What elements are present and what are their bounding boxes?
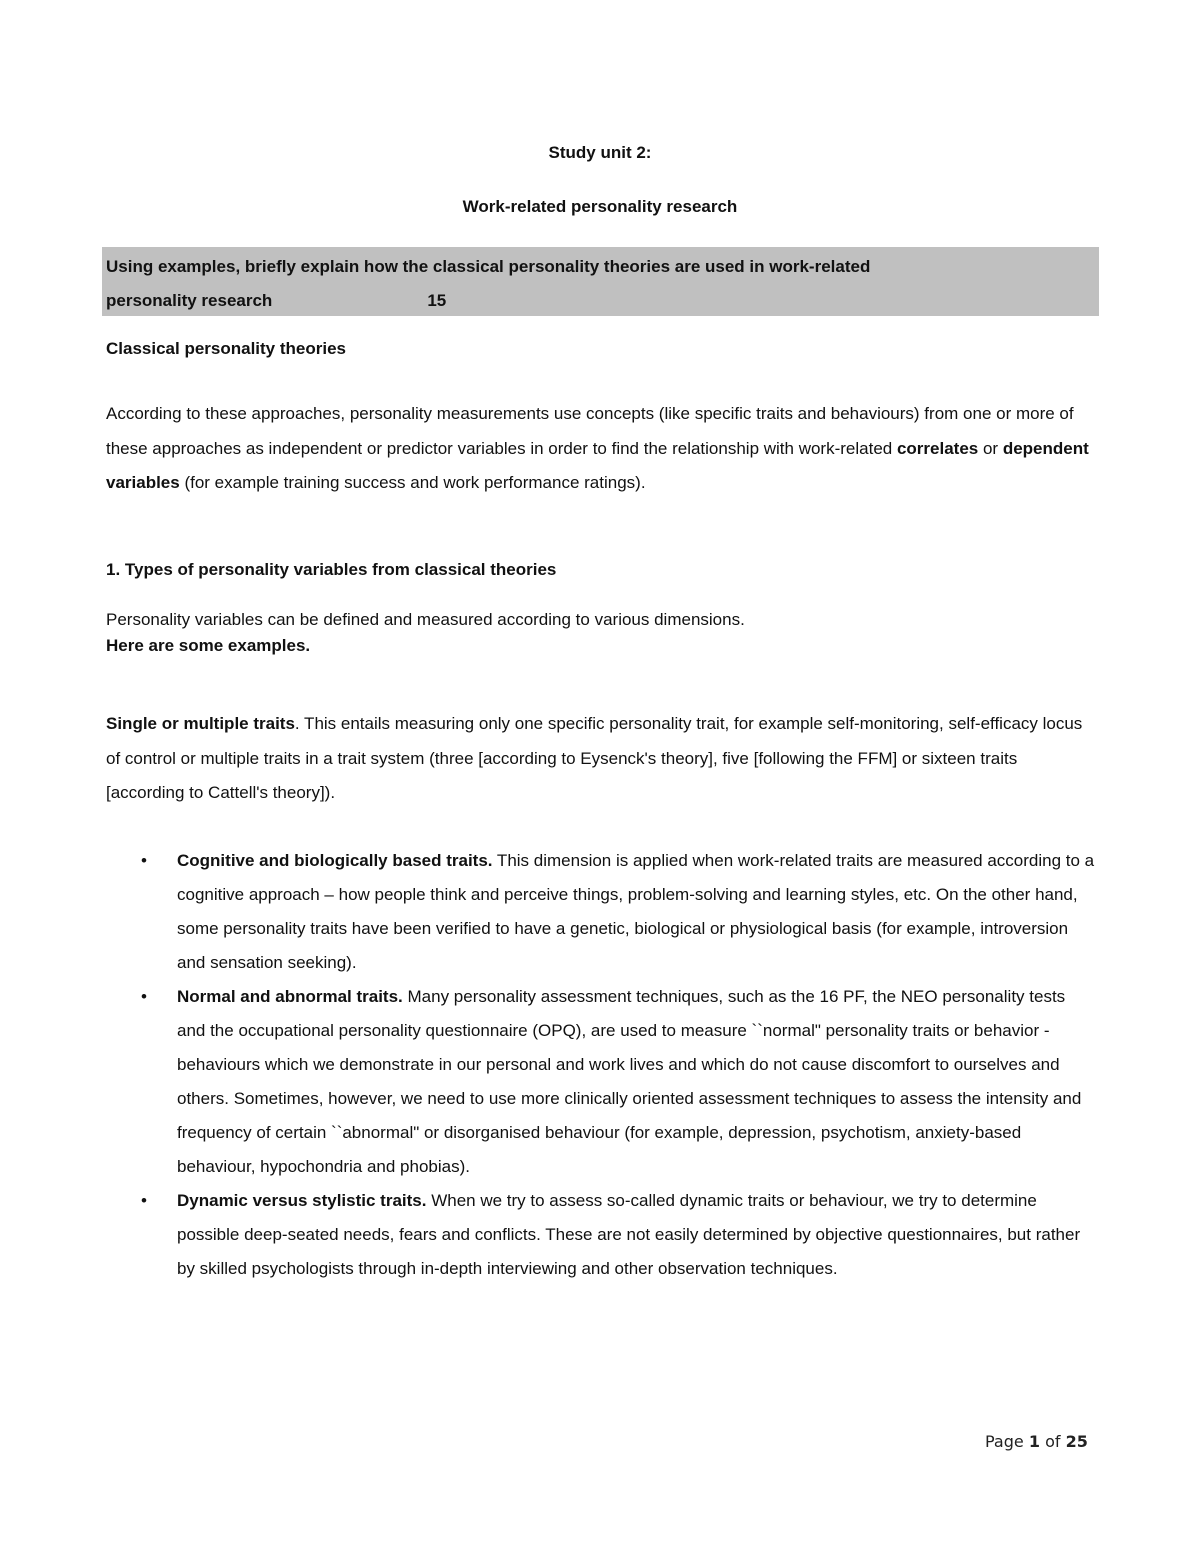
paragraph-variables — [106, 607, 1096, 659]
footer-current-page: 1 — [1028, 1432, 1040, 1451]
subtitle: Work-related personality research — [462, 197, 738, 216]
intro-text-2: or — [978, 438, 1003, 458]
question-box — [102, 247, 1099, 316]
bullet-bold: Dynamic versus stylistic traits. — [177, 1191, 427, 1210]
question-line-2 — [106, 284, 1095, 318]
footer-of-word: of — [1045, 1432, 1061, 1451]
variables-text: Personality variables can be defined and measured according to various dimensions. — [106, 610, 745, 629]
bullet-bold: Normal and abnormal traits. — [177, 987, 403, 1006]
bullet-icon: • — [141, 1191, 147, 1210]
list-item — [106, 1184, 1096, 1286]
bullet-text: Many personality assessment techniques, such as the 16 PF, the NEO personality tests and the occupational personality questionnaire (OPQ), are used to measure ``normal" personality traits or behavior - behaviours which we demonstrate in our personal and work lives and which do not cause discomfort to ourselves and others. Sometimes, however, we need to use more clinically oriented assessment techniques to assess the intensity and frequency of certain ``abnormal" or disorganised behaviour (for example, depression, psychotism, anxiety-based behaviour, hypochondria and phobias). — [177, 987, 1082, 1176]
heading-types-of-variables: 1. Types of personality variables from classical theories — [106, 560, 557, 579]
bullet-text: This dimension is applied when work-related traits are measured according to a cognitive approach – how people think and perceive things, problem-solving and learning styles, etc. On the other hand, some personality traits have been verified to have a genetic, biological or physiological basis (for example, introversion and sensation seeking). — [177, 851, 1095, 972]
question-line-2-text: personality research — [106, 291, 273, 310]
bullet-icon: • — [141, 987, 147, 1006]
page-footer — [985, 1432, 1088, 1451]
intro-text-3: (for example training success and work performance ratings). — [179, 473, 646, 492]
heading-classical-theories: Classical personality theories — [106, 339, 346, 358]
study-unit-title: Study unit 2: — [548, 143, 652, 162]
list-item — [106, 980, 1096, 1184]
intro-bold-dependent: dependent variables — [106, 438, 1089, 492]
question-line-1: Using examples, briefly explain how the classical personality theories are used in work-related — [106, 257, 871, 276]
intro-text-1: According to these approaches, personality measurements use concepts (like specific traits and behaviours) from one or more of these approaches as independent or predictor variables in order to find the relationship with work-related — [106, 404, 1074, 458]
question-marks: 15 — [427, 291, 447, 310]
bullet-text: When we try to assess so-called dynamic traits or behaviour, we try to determine possible deep-seated needs, fears and conflicts. These are not easily determined by objective questionnaires, but rather by skilled psychologists through in-depth interviewing and other observation techniques. — [177, 1191, 1081, 1278]
bullet-icon: • — [141, 851, 147, 870]
paragraph-intro — [106, 397, 1096, 501]
intro-bold-correlates: correlates — [896, 438, 979, 458]
bullet-bold: Cognitive and biologically based traits. — [177, 851, 493, 870]
bullet-list — [106, 844, 1096, 1286]
single-traits-text: . This entails measuring only one specific personality trait, for example self-monitoring, self-efficacy locus of control or multiple traits in a trait system (three [according to Eysenck's theory], five [following the FFM] or sixteen traits [according to Cattell's theory]). — [106, 714, 1083, 802]
footer-total-pages: 25 — [1065, 1432, 1088, 1451]
paragraph-single-traits — [106, 707, 1096, 811]
examples-label: Here are some examples. — [106, 636, 311, 655]
single-traits-bold: Single or multiple traits — [106, 714, 295, 733]
list-item — [106, 844, 1096, 980]
footer-page-word: Page — [985, 1432, 1024, 1451]
